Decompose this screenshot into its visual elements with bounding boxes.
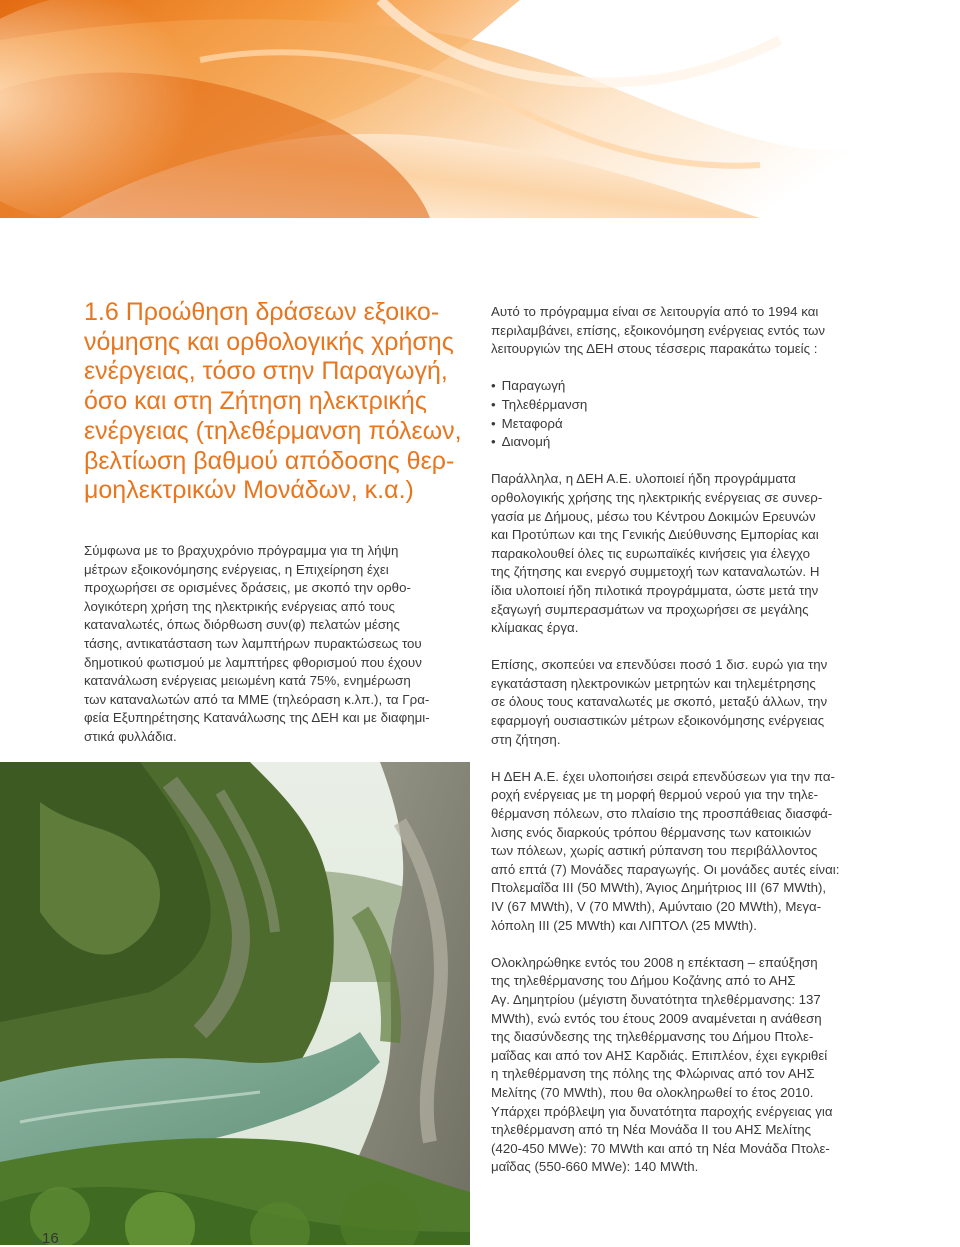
text-line: μαΐδας (550-660 MWe): 140 MWth. [491, 1159, 699, 1175]
text-line: Αυτό το πρόγραμμα είναι σε λειτουργία από το 1994 και [491, 304, 819, 319]
text-line: ίδια υλοποιεί ήδη πιλοτικά προγράμματα, ώστε μετά την [491, 582, 819, 598]
text-line: εγκατάσταση ηλεκτρονικών μετρητών και τηλεμέτρησης [491, 675, 816, 691]
text-line: κλίμακας έργα. [491, 620, 579, 636]
text-line: λισης ενός διαρκούς τρόπου θέρμανσης των κατοικιών [491, 824, 812, 840]
text-line: των πόλεων, χωρίς αστική ρύπανση του περιβάλλοντος [491, 843, 818, 859]
text-line: IV (67 MWth), V (70 MWth), Αμύνταιο (20 MWth), Μεγα- [491, 899, 822, 914]
page-number: 16 [42, 1230, 59, 1247]
intro-paragraph [84, 542, 474, 747]
kozani-expansion-paragraph [491, 954, 876, 1177]
section-heading [84, 298, 479, 506]
text-line: γασία με Δήμους, μέσω του Κέντρου Δοκιμών Ερευνών [491, 508, 816, 524]
text-line: κατανάλωση ενέργειας μειωμένη κατά 75%, ενημέρωση [84, 673, 411, 689]
right-column-text [491, 303, 876, 1196]
text-line: στικά φυλλάδια. [84, 728, 177, 744]
text-line: Επίσης, σκοπεύει να επενδύσει ποσό 1 δισ. ευρώ για την [491, 657, 828, 673]
list-item: • Παραγωγή [491, 377, 876, 396]
text-line: προχωρήσει σε ορισμένες δράσεις, με σκοπό την ορθο- [84, 580, 411, 596]
text-line: εφαρμογή ουσιαστικών μέτρων εξοικονόμησης ενέργειας [491, 713, 825, 729]
list-item: • Μεταφορά [491, 415, 876, 434]
text-line: η τηλεθέρμανση της πόλης της Φλώρινας από τον ΑΗΣ [491, 1066, 815, 1082]
text-line: τηλεθέρμανση από τη Νέα Μονάδα ΙΙ του ΑΗΣ Μελίτης [491, 1122, 812, 1138]
text-line: μαΐδας και από τον ΑΗΣ Καρδιάς. Επιπλέον, έχει εγκριθεί [491, 1047, 828, 1063]
text-line: της τηλεθέρμανσης του Δήμου Κοζάνης από το ΑΗΣ [491, 973, 796, 989]
text-line: της διασύνδεσης της τηλεθέρμανσης του Δήμου Πτολε- [491, 1029, 814, 1045]
text-line: λογικότερη χρήση της ηλεκτρικής ενέργειας από τους [84, 598, 395, 614]
text-line: παρακολουθεί όλες τις ευρωπαϊκές κινήσεις για έλεγχο [491, 545, 811, 561]
heading-line: 1.6 Προώθηση δράσεων εξοικο- [84, 298, 440, 326]
text-line: MWth), ενώ εντός του έτους 2009 αναμένεται η ανάθεση [491, 1010, 822, 1026]
text-line: (420-450 MWe): 70 MWth και από τη Νέα Μονάδα Πτολε- [491, 1140, 830, 1156]
program-intro-paragraph [491, 303, 876, 359]
orange-wave-banner [0, 0, 960, 218]
river-gorge-photo [0, 762, 470, 1245]
heading-line: μοηλεκτρικών Μονάδων, κ.α.) [84, 476, 414, 505]
left-column-text [84, 542, 474, 765]
text-line: σε όλους τους καταναλωτές με σκοπό, μεταξύ άλλων, την [491, 694, 828, 710]
heading-line: νόμησης και ορθολογικής χρήσης [84, 327, 454, 356]
text-line: Αγ. Δημητρίου (μέγιστη δυνατότητα τηλεθέρμανσης: 137 [491, 991, 821, 1007]
text-line: περιλαμβάνει, επίσης, εξοικονόμηση ενέργειας εντός των [491, 322, 826, 338]
text-line: φεία Εξυπηρέτησης Κατανάλωσης της ΔΕΗ και με διαφημι- [84, 710, 430, 726]
text-line: θέρμανση πόλεων, στο πλαίσιο της προσπάθειας διασφά- [491, 806, 833, 822]
list-item: • Τηλεθέρμανση [491, 396, 876, 415]
smart-meter-paragraph [491, 656, 876, 749]
heading-line: ενέργειας (τηλεθέρμανση πόλεων, [84, 416, 462, 445]
text-line: της ζήτησης και ενεργό συμμετοχή των καταναλωτών. Η [491, 564, 820, 580]
text-line: Πτολεμαΐδα ΙΙΙ (50 MWth), Άγιος Δημήτριος ΙΙΙ (67 MWth), [491, 880, 827, 896]
text-line: εξαγωγή συμπερασμάτων να προχωρήσει σε μεγάλης [491, 601, 809, 617]
text-line: στη ζήτηση. [491, 731, 561, 747]
text-line: από επτά (7) Μονάδες παραγωγής. Οι μονάδες αυτές είναι: [491, 861, 840, 877]
sector-list [491, 377, 876, 451]
text-line: τάσης, αντικατάσταση των λαμπτήρων πυρακτώσεως του [84, 635, 422, 651]
text-line: Σύμφωνα με το βραχυχρόνιο πρόγραμμα για τη λήψη [84, 543, 399, 558]
text-line: Η ΔΕΗ Α.Ε. έχει υλοποιήσει σειρά επενδύσεων για την πα- [491, 768, 835, 784]
heading-line: όσο και στη Ζήτηση ηλεκτρικής [84, 387, 427, 416]
text-line: λειτουργιών της ΔΕΗ στους τέσσερις παρακάτω τομείς : [491, 341, 818, 357]
text-line: και Προτύπων και της Γενικής Διεύθυνσης Εμπορίας και [491, 527, 819, 543]
text-line: δημοτικού φωτισμού με λαμπτήρες φθορισμού που έχουν [84, 654, 422, 670]
list-item: • Διανομή [491, 433, 876, 452]
text-line: Ολοκληρώθηκε εντός του 2008 η επέκταση – επαύξηση [491, 954, 818, 970]
text-line: καταναλωτές, όπως διόρθωση συν(φ) πελατών μέσης [84, 617, 400, 633]
district-heating-paragraph [491, 768, 876, 935]
heading-line: ενέργειας, τόσο στην Παραγωγή, [84, 357, 448, 386]
text-line: μέτρων εξοικονόμησης ενέργειας, η Επιχείρηση έχει [84, 561, 389, 577]
text-line: ροχή ενέργειας με τη μορφή θερμού νερού για την τηλε- [491, 787, 819, 803]
text-line: Υπάρχει πρόβλεψη για δυνατότητα παροχής ενέργειας για [491, 1103, 833, 1119]
text-line: Παράλληλα, η ΔΕΗ Α.Ε. υλοποιεί ήδη προγράμματα [491, 471, 796, 487]
text-line: λόπολη ΙΙΙ (25 MWth) και ΛΙΠΤΟΛ (25 MWth). [491, 917, 757, 933]
text-line: Μελίτης (70 MWth), που θα ολοκληρωθεί το έτος 2010. [491, 1084, 814, 1100]
heading-line: βελτίωση βαθμού απόδοσης θερ- [84, 446, 455, 475]
pilot-programs-paragraph [491, 470, 876, 637]
text-line: ορθολογικής χρήσης της ηλεκτρικής ενέργειας σε συνερ- [491, 489, 823, 505]
text-line: των καταναλωτών από τα ΜΜΕ (τηλεόραση κ.λπ.), τα Γρα- [84, 691, 430, 707]
